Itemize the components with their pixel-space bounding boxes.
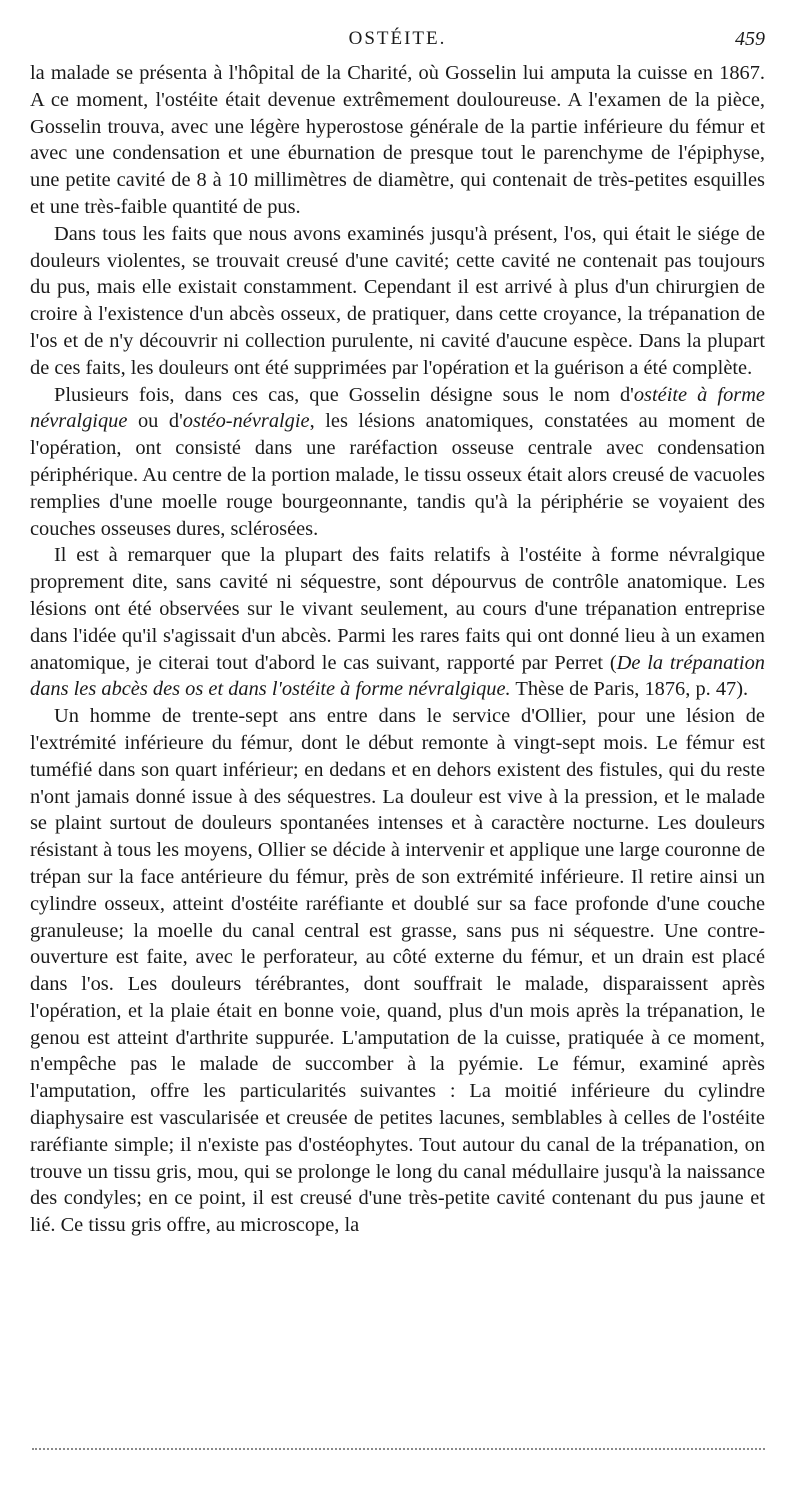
body-text (30, 60, 765, 1239)
italic-text: De la trépanation dans les abcès des os et dans l'ostéite à forme névralgique. (30, 651, 765, 701)
running-title: OSTÉITE. (348, 28, 447, 49)
paragraph (30, 703, 765, 1239)
paragraph-text: Thèse de Paris, 1876, p. 47). (510, 678, 749, 701)
paragraph (30, 382, 765, 543)
paragraph-text: Un homme de trente-sept ans entre dans le service d'Ollier, pour une lésion de l'extrémité inférieure du fémur, dont le début remonte à vingt-sept mois. Le fémur est tuméfié dans son quart inférieur; en dedans et en dehors existent des fistules, qui du reste n'ont jamais donné issue à des séquestres. La douleur est vive à la pression, et le malade se plaint surtout de douleurs spontanées intenses et à caractère nocturne. Les douleurs résistant à tous les moyens, Ollier se décide à intervenir et applique une large couronne de trépan sur la face antérieure du fémur, près de son extrémité inférieure. Il retire ainsi un cylindre osseux, atteint d'ostéite raréfiante et doublé sur sa face profonde d'une couche granuleuse; la moelle du canal central est grasse, sans pus ni séquestre. Une contre-ouverture est faite, avec le perforateur, au côté externe du fémur, et un drain est placé dans l'os. Les douleurs térébrantes, dont souffrait le malade, disparaissent après l'opération, et la plaie était en bonne voie, quand, plus d'un mois après la trépanation, le genou est atteint d'arthrite suppurée. L'amputation de la cuisse, pratiquée à ce moment, n'empêche pas le malade de succomber à la pyémie. Le fémur, examiné après l'amputation, offre les particularités suivantes : La moitié inférieure du cylindre diaphysaire est vascularisée et creusée de petites lacunes, semblables à celles de l'ostéite raréfiante simple; il n'existe pas d'ostéophytes. Tout autour du canal de la trépanation, on trouve un tissu gris, mou, qui se prolonge le long du canal médullaire jusqu'à la naissance des condyles; en ce point, il est creusé d'une très-petite cavité contenant du pus jaune et lié. Ce tissu gris offre, au microscope, la (30, 705, 765, 1237)
page-number: 459 (735, 28, 765, 50)
paragraph-text: ou d' (127, 410, 183, 433)
paragraph-text: Plusieurs fois, dans ces cas, que Gosselin désigne sous le nom d' (54, 383, 634, 406)
paragraph (30, 60, 765, 221)
paragraph-text: Il est à remarquer que la plupart des faits relatifs à l'ostéite à forme névralgique proprement dite, sans cavité ni séquestre, sont dépourvus de contrôle anatomique. Les lésions ont été observées sur le vivant seulement, au cours d'une trépanation entreprise dans l'idée qu'il s'agissait d'un abcès. Parmi les rares faits qui ont donné lieu à un examen anatomique, je citerai tout d'abord le cas suivant, rapporté par Perret ( (30, 544, 765, 674)
italic-text: ostéo-névralgie (182, 410, 310, 433)
italic-text: ostéite à forme névralgique (30, 383, 765, 433)
running-head (30, 28, 765, 56)
paragraph-text: Dans tous les faits que nous avons examinés jusqu'à présent, l'os, qui était le siége de douleurs violentes, se trouvait creusé d'une cavité; cette cavité ne contenait pas toujours du pus, mais elle existait constamment. Cependant il est arrivé à plus d'un chirurgien de croire à l'existence d'un abcès osseux, de pratiquer, dans cette croyance, la trépanation de l'os et de n'y découvrir ni collection purulente, ni cavité d'aucune espèce. Dans la plupart de ces faits, les douleurs ont été supprimées par l'opération et la guérison a été complète. (30, 222, 765, 379)
paragraph-text: la malade se présenta à l'hôpital de la Charité, où Gosselin lui amputa la cuisse en 1867. A ce moment, l'ostéite était devenue extrêmement douloureuse. A l'examen de la pièce, Gosselin trouva, avec une légère hyperostose générale de la partie inférieure du fémur et avec une condensation et une éburnation de presque tout le parenchyme de l'épiphyse, une petite cavité de 8 à 10 millimètres de diamètre, qui contenait de très-petites esquilles et une très-faible quantité de pus. (30, 62, 765, 218)
paragraph (30, 542, 765, 703)
footer-dotted-rule (32, 1448, 765, 1450)
paragraph-text: , les lésions anatomiques, constatées au moment de l'opération, ont consisté dans une raréfaction osseuse centrale avec condensation périphérique. Au centre de la portion malade, le tissu osseux était alors creusé de vacuoles remplies d'une moelle rouge bourgeonnante, tandis qu'à la périphérie se voyaient des couches osseuses dures, sclérosées. (30, 410, 765, 540)
paragraph (30, 221, 765, 382)
